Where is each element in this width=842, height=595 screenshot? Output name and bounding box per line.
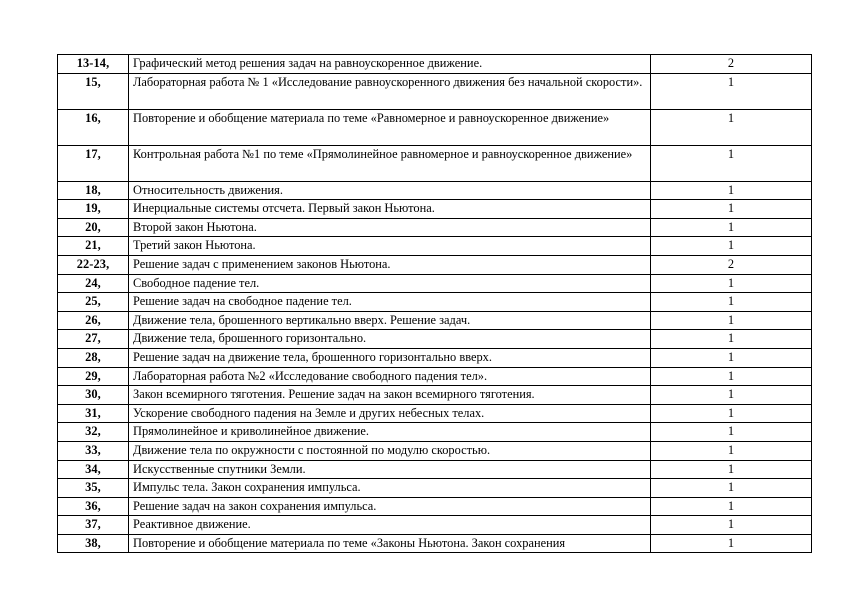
table-row [58,200,812,219]
lesson-number-cell: 26, [58,311,129,330]
lesson-plan-table [57,54,812,553]
lesson-topic-text: Движение тела по окружности с постоянной по модулю скоростью. [133,442,491,457]
lesson-hours-cell: 1 [651,109,812,145]
lesson-topic-text: Повторение и обобщение материала по теме «Законы Ньютона. Закон сохранения [133,535,566,550]
lesson-topic-text: Прямолинейное и криволинейное движение. [133,424,369,439]
table-row [58,145,812,181]
lesson-topic-cell [129,367,651,386]
lesson-topic-text: Лабораторная работа № 1 «Исследование равноускоренного движения без начальной скорости». [133,74,643,89]
table-row [58,218,812,237]
lesson-hours-cell: 1 [651,293,812,312]
table-row [58,404,812,423]
lesson-topic-cell [129,460,651,479]
lesson-hours-cell: 1 [651,404,812,423]
lesson-hours-cell: 2 [651,55,812,74]
lesson-topic-text: Лабораторная работа №2 «Исследование свободного падения тел». [133,368,488,383]
lesson-topic-cell [129,497,651,516]
lesson-number-cell: 17, [58,145,129,181]
lesson-topic-cell [129,348,651,367]
table-row [58,181,812,200]
lesson-number-cell: 19, [58,200,129,219]
lesson-number-cell: 34, [58,460,129,479]
lesson-topic-cell [129,145,651,181]
lesson-topic-cell [129,200,651,219]
lesson-topic-cell [129,218,651,237]
lesson-hours-cell: 1 [651,367,812,386]
lesson-number-cell: 24, [58,274,129,293]
lesson-number-cell: 27, [58,330,129,349]
lesson-hours-cell: 1 [651,479,812,498]
lesson-topic-text: Контрольная работа №1 по теме «Прямолинейное равномерное и равноускоренное движение» [133,146,633,161]
table-row [58,460,812,479]
lesson-topic-cell [129,237,651,256]
lesson-topic-text: Движение тела, брошенного вертикально вверх. Решение задач. [133,312,471,327]
lesson-number-cell: 25, [58,293,129,312]
lesson-topic-cell [129,441,651,460]
lesson-number-cell: 30, [58,386,129,405]
table-row [58,55,812,74]
lesson-hours-cell: 1 [651,218,812,237]
lesson-number-cell: 16, [58,109,129,145]
table-row [58,423,812,442]
lesson-number-cell: 35, [58,479,129,498]
lesson-topic-cell [129,293,651,312]
lesson-topic-text: Свободное падение тел. [133,275,260,290]
lesson-topic-text: Второй закон Ньютона. [133,219,257,234]
table-row [58,237,812,256]
lesson-topic-text: Повторение и обобщение материала по теме «Равномерное и равноускоренное движение» [133,110,610,125]
lesson-topic-text: Решение задач на закон сохранения импульса. [133,498,377,513]
lesson-number-cell: 37, [58,516,129,535]
lesson-hours-cell: 1 [651,460,812,479]
table-row [58,348,812,367]
lesson-number-cell: 22-23, [58,255,129,274]
lesson-topic-text: Ускорение свободного падения на Земле и других небесных телах. [133,405,485,420]
lesson-topic-text: Реактивное движение. [133,517,251,532]
lesson-topic-cell [129,181,651,200]
lesson-hours-cell: 1 [651,330,812,349]
lesson-topic-cell [129,423,651,442]
lesson-number-cell: 33, [58,441,129,460]
lesson-number-cell: 32, [58,423,129,442]
lesson-topic-cell [129,73,651,109]
lesson-hours-cell: 1 [651,516,812,535]
lesson-topic-text: Движение тела, брошенного горизонтально. [133,331,367,346]
lesson-topic-text: Третий закон Ньютона. [133,238,256,253]
table-row [58,274,812,293]
table-row [58,497,812,516]
lesson-topic-cell [129,55,651,74]
table-row [58,441,812,460]
table-row [58,516,812,535]
lesson-topic-text: Решение задач на свободное падение тел. [133,294,352,309]
lesson-number-cell: 31, [58,404,129,423]
table-row [58,109,812,145]
lesson-topic-text: Закон всемирного тяготения. Решение задач на закон всемирного тяготения. [133,387,535,402]
lesson-topic-cell [129,330,651,349]
lesson-hours-cell: 1 [651,181,812,200]
lesson-topic-cell [129,274,651,293]
table-row [58,293,812,312]
lesson-number-cell: 15, [58,73,129,109]
table-row [58,73,812,109]
lesson-topic-cell [129,534,651,553]
lesson-topic-text: Относительность движения. [133,182,283,197]
lesson-number-cell: 20, [58,218,129,237]
table-row [58,479,812,498]
lesson-hours-cell: 1 [651,348,812,367]
lesson-topic-text: Инерциальные системы отсчета. Первый закон Ньютона. [133,201,435,216]
lesson-topic-cell [129,311,651,330]
lesson-hours-cell: 1 [651,73,812,109]
lesson-hours-cell: 1 [651,274,812,293]
lesson-hours-cell: 1 [651,534,812,553]
lesson-hours-cell: 1 [651,311,812,330]
lesson-plan-table-body [58,55,812,553]
lesson-topic-text: Решение задач с применением законов Ньютона. [133,256,391,271]
table-row [58,311,812,330]
table-row [58,330,812,349]
lesson-topic-cell [129,255,651,274]
table-row [58,534,812,553]
lesson-number-cell: 36, [58,497,129,516]
lesson-topic-cell [129,109,651,145]
table-row [58,255,812,274]
lesson-hours-cell: 1 [651,386,812,405]
lesson-hours-cell: 1 [651,200,812,219]
table-row [58,367,812,386]
lesson-number-cell: 13-14, [58,55,129,74]
lesson-topic-cell [129,516,651,535]
lesson-hours-cell: 1 [651,441,812,460]
lesson-number-cell: 28, [58,348,129,367]
lesson-hours-cell: 1 [651,423,812,442]
lesson-topic-text: Импульс тела. Закон сохранения импульса. [133,480,361,495]
lesson-number-cell: 18, [58,181,129,200]
lesson-number-cell: 21, [58,237,129,256]
lesson-topic-text: Решение задач на движение тела, брошенного горизонтально вверх. [133,349,492,364]
lesson-plan-table-container [57,54,811,553]
lesson-topic-text: Графический метод решения задач на равноускоренное движение. [133,56,483,70]
lesson-hours-cell: 1 [651,145,812,181]
lesson-number-cell: 38, [58,534,129,553]
lesson-hours-cell: 2 [651,255,812,274]
lesson-topic-cell [129,479,651,498]
lesson-number-cell: 29, [58,367,129,386]
lesson-hours-cell: 1 [651,237,812,256]
lesson-hours-cell: 1 [651,497,812,516]
lesson-topic-cell [129,404,651,423]
lesson-topic-cell [129,386,651,405]
lesson-topic-text: Искусственные спутники Земли. [133,461,306,476]
table-row [58,386,812,405]
